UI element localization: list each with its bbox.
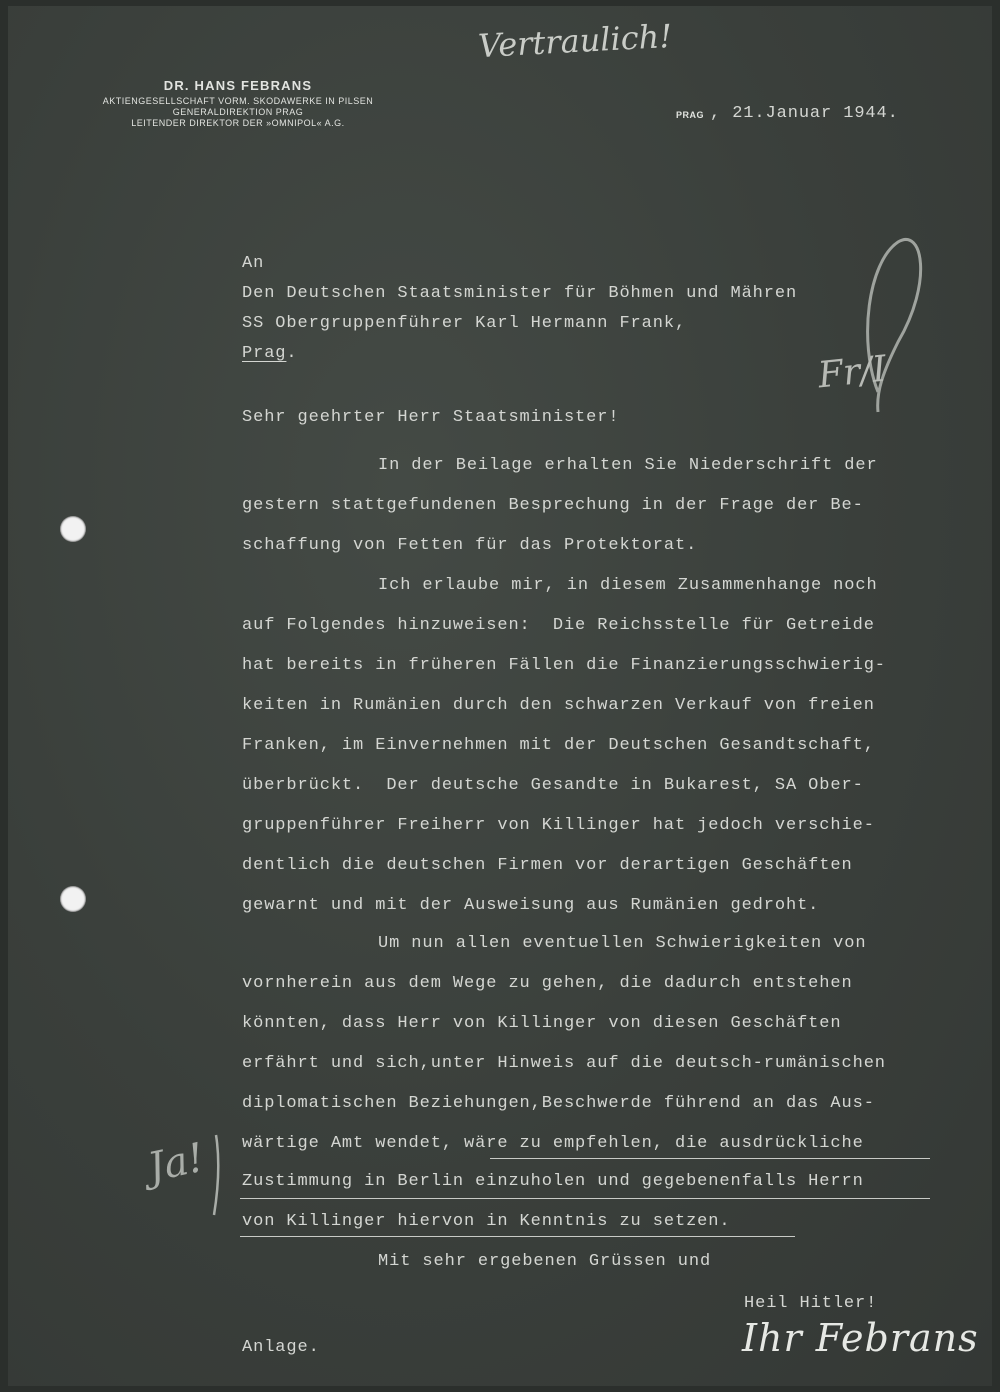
body-line: überbrückt. Der deutsche Gesandte in Bukarest, SA Ober- — [242, 776, 864, 795]
recipient-city-punct: . — [286, 344, 298, 363]
enclosure-note: Anlage. — [242, 1338, 320, 1357]
body-line: Franken, im Einvernehmen mit der Deutschen Gesandtschaft, — [242, 736, 875, 755]
body-line: Um nun allen eventuellen Schwierigkeiten von — [378, 934, 867, 953]
body-line: von Killinger hiervon in Kenntnis zu setzen. — [242, 1212, 731, 1231]
body-line: schaffung von Fetten für das Protektorat. — [242, 536, 698, 555]
marginal-note-left: Ja! — [143, 1134, 209, 1192]
body-line: diplomatischen Beziehungen,Beschwerde führend an das Aus- — [242, 1094, 875, 1113]
body-line: gewarnt und mit der Ausweisung aus Rumänien gedroht. — [242, 896, 820, 915]
body-line: keiten in Rumänien durch den schwarzen Verkauf von freien — [242, 696, 875, 715]
signature: Ihr Febrans — [742, 1316, 979, 1360]
pencil-underline — [240, 1236, 795, 1237]
letterhead-name: DR. HANS FEBRANS — [163, 78, 313, 93]
letterhead-line: LEITENDER DIREKTOR DER »OMNIPOL« A.G. — [131, 118, 345, 128]
body-line: auf Folgendes hinzuweisen: Die Reichsstelle für Getreide — [242, 616, 875, 635]
body-line: gestern stattgefundenen Besprechung in der Frage der Be- — [242, 496, 864, 515]
letterhead-line: GENERALDIREKTION PRAG — [172, 107, 304, 117]
body-line: erfährt und sich,unter Hinweis auf die deutsch-rumänischen — [242, 1054, 886, 1073]
pencil-margin-stroke — [206, 1130, 226, 1220]
salutation: Sehr geehrter Herr Staatsminister! — [242, 408, 620, 427]
closing-line: Mit sehr ergebenen Grüssen und — [378, 1252, 712, 1271]
date-place: PRAG — [676, 110, 705, 120]
punch-hole-lower — [60, 886, 86, 912]
recipient-city: Prag — [242, 344, 287, 363]
recipient-line: An — [242, 254, 265, 273]
body-line: dentlich die deutschen Firmen vor derartigen Geschäften — [242, 856, 853, 875]
body-line: vornherein aus dem Wege zu gehen, die dadurch entstehen — [242, 974, 853, 993]
body-line: könnten, dass Herr von Killinger von diesen Geschäften — [242, 1014, 842, 1033]
body-line: hat bereits in früheren Fällen die Finanzierungsschwierig- — [242, 656, 886, 675]
body-line: wärtige Amt wendet, wäre zu empfehlen, die ausdrückliche — [242, 1134, 864, 1153]
body-line: Zustimmung in Berlin einzuholen und gegebenenfalls Herrn — [242, 1172, 864, 1191]
marginal-note-right: Fr/I — [816, 348, 889, 397]
body-line: In der Beilage erhalten Sie Niederschrift der — [378, 456, 878, 475]
letterhead-line: AKTIENGESELLSCHAFT VORM. SKODAWERKE IN PILSEN — [102, 96, 374, 106]
pencil-underline — [240, 1198, 930, 1199]
recipient-line: SS Obergruppenführer Karl Hermann Frank, — [242, 314, 687, 333]
date-text: , 21.Januar 1944. — [710, 104, 899, 123]
body-line: Ich erlaube mir, in diesem Zusammenhange noch — [378, 576, 878, 595]
heil-line: Heil Hitler! — [744, 1294, 878, 1313]
recipient-city-line — [242, 344, 298, 363]
recipient-line: Den Deutschen Staatsminister für Böhmen und Mähren — [242, 284, 798, 303]
punch-hole-upper — [60, 516, 86, 542]
body-line: gruppenführer Freiherr von Killinger hat jedoch verschie- — [242, 816, 875, 835]
pencil-underline — [490, 1158, 930, 1159]
handwritten-confidential-note: Vertraulich! — [477, 16, 673, 66]
